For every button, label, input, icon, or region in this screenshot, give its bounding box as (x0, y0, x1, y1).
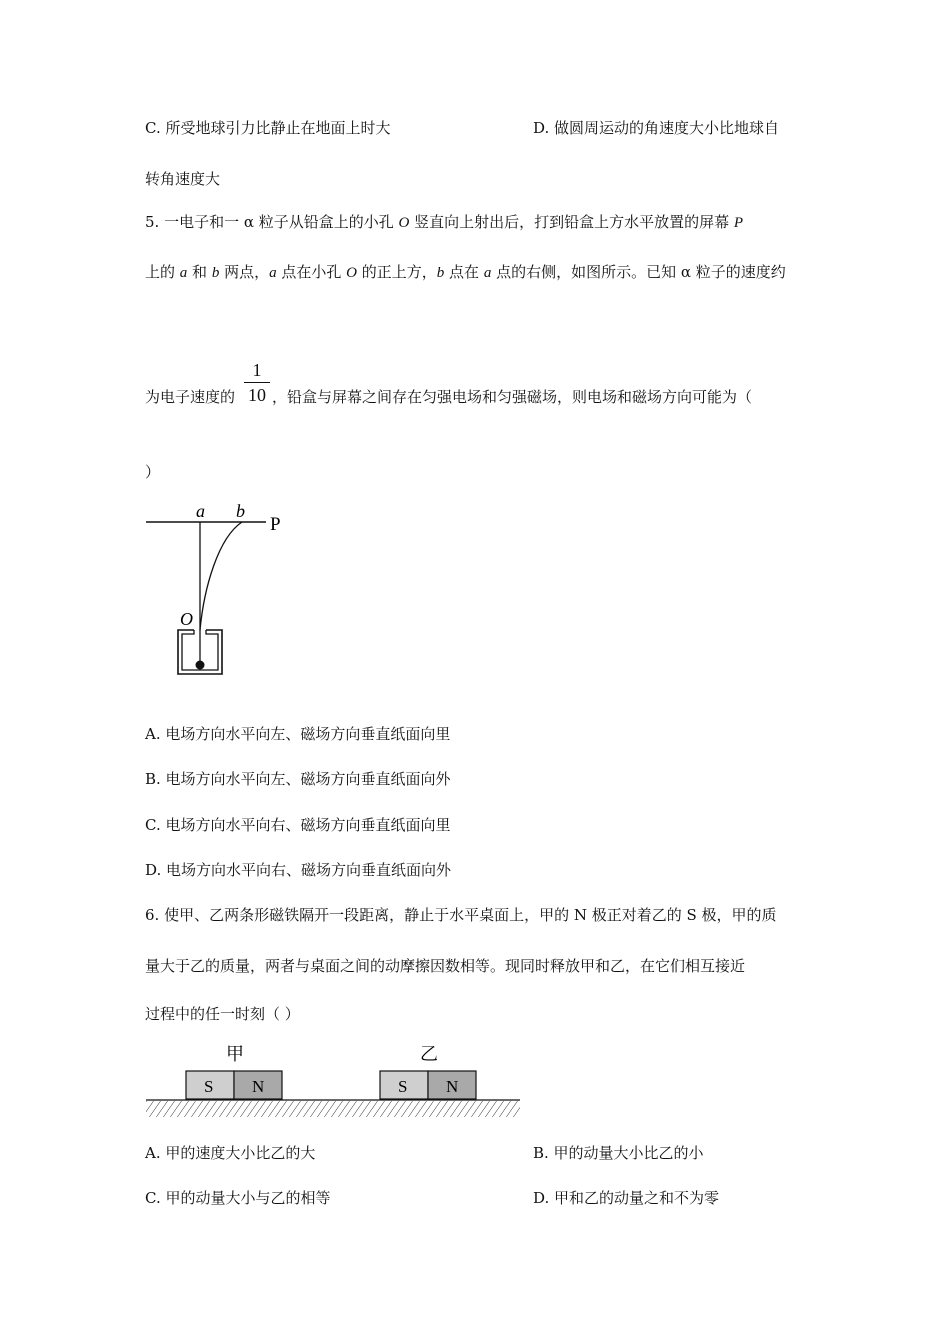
source-dot (196, 661, 205, 670)
q5-stem-line4: ） (145, 463, 161, 481)
curved-track (200, 522, 242, 630)
q6-stem-line3: 过程中的任一时刻（ ） (145, 1005, 300, 1023)
pole-label: N (252, 1077, 265, 1096)
q5-stem-line1 (145, 212, 743, 233)
label-jia: 甲 (226, 1044, 244, 1064)
q5-stem-line3-pre: 为电子速度的 (145, 388, 236, 406)
q5-option-a: A. 电场方向水平向左、磁场方向垂直纸面向里 (145, 725, 451, 743)
fraction-bar (244, 382, 270, 383)
q5-text: 点在 (444, 263, 484, 281)
q5-text: 点的右侧，如图所示。已知 α 粒子的速度约 (491, 263, 786, 281)
q5-fraction (244, 359, 270, 406)
fraction-denominator: 10 (248, 385, 266, 405)
q5-symbol-b: b (436, 265, 445, 281)
label-yi: 乙 (420, 1044, 438, 1064)
q5-stem-line2 (145, 262, 786, 283)
fraction-numerator: 1 (252, 360, 262, 380)
q6-stem-line2: 量大于乙的质量，两者与桌面之间的动摩擦因数相等。现同时释放甲和乙，在它们相互接近 (145, 957, 746, 975)
q6-option-d: D. 甲和乙的动量之和不为零 (533, 1189, 720, 1207)
table-hatching (146, 1101, 520, 1117)
q5-text: 两点， (219, 263, 270, 281)
q5-stem-line3-post: ，铅盒与屏幕之间存在匀强电场和匀强磁场，则电场和磁场方向可能为（ (272, 388, 753, 406)
q4-option-c: C. 所受地球引力比静止在地面上时大 (145, 119, 391, 137)
q4-option-d-cont: 转角速度大 (145, 170, 221, 188)
q6-option-a: A. 甲的速度大小比乙的大 (145, 1144, 316, 1162)
q4-option-d: D. 做圆周运动的角速度大小比地球自 (533, 119, 780, 137)
q5-option-d: D. 电场方向水平向右、磁场方向垂直纸面向外 (145, 861, 452, 879)
q5-lead-box-figure (140, 498, 300, 683)
q5-text: 竖直向上射出后，打到铅盒上方水平放置的屏幕 (409, 213, 734, 231)
q6-magnets-figure (140, 1040, 530, 1122)
q5-text: 上的 (145, 263, 180, 281)
q6-stem-line1: 6. 使甲、乙两条形磁铁隔开一段距离，静止于水平桌面上，甲的 N 极正对着乙的 S 极，甲的质 (145, 906, 777, 924)
q5-symbol-a: a (179, 265, 188, 281)
q6-option-c: C. 甲的动量大小与乙的相等 (145, 1189, 331, 1207)
q5-symbol-O: O (398, 215, 410, 231)
q5-option-c: C. 电场方向水平向右、磁场方向垂直纸面向里 (145, 816, 451, 834)
label-b: b (236, 501, 245, 521)
q5-symbol-a: a (269, 265, 277, 281)
label-a: a (196, 501, 205, 521)
q5-text: 的正上方， (357, 263, 437, 281)
label-P: P (270, 514, 281, 535)
q5-text: 5. 一电子和一 α 粒子从铅盒上的小孔 (145, 213, 399, 231)
pole-label: S (398, 1077, 408, 1096)
q5-text: 和 (187, 263, 212, 281)
q5-option-b: B. 电场方向水平向左、磁场方向垂直纸面向外 (145, 770, 451, 788)
pole-label: S (204, 1077, 214, 1096)
q5-symbol-O: O (346, 265, 357, 281)
q5-symbol-a: a (483, 265, 492, 281)
q5-text: 点在小孔 (276, 263, 347, 281)
label-O: O (180, 609, 193, 629)
pole-label: N (446, 1077, 459, 1096)
q5-symbol-P: P (733, 215, 744, 231)
q6-option-b: B. 甲的动量大小比乙的小 (533, 1144, 704, 1162)
q5-symbol-b: b (211, 265, 220, 281)
